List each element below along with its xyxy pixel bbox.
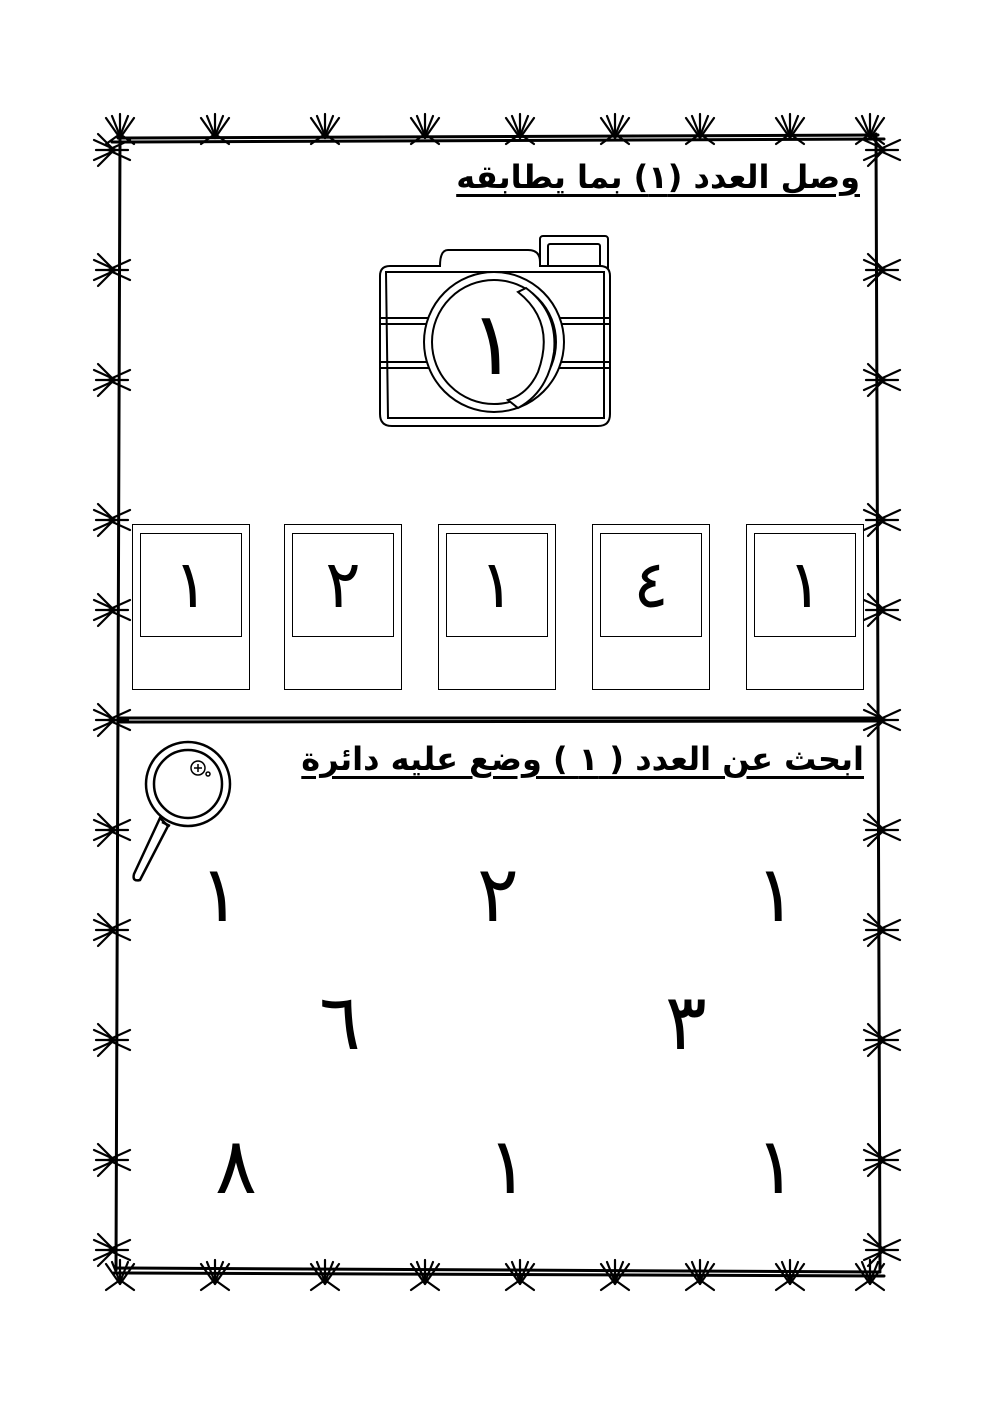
border-tick <box>94 504 130 536</box>
search-number: ١ <box>199 850 241 940</box>
border-tick <box>94 704 130 736</box>
search-number: ١ <box>755 850 797 940</box>
border-tick <box>864 364 900 396</box>
card-number: ١ <box>173 546 209 623</box>
number-card <box>438 524 556 690</box>
search-number: ٨ <box>215 1122 257 1212</box>
border-tick <box>94 814 130 846</box>
border-tick <box>94 254 130 286</box>
card-number: ٤ <box>633 546 669 623</box>
search-number: ١ <box>487 1122 529 1212</box>
border-tick <box>94 364 130 396</box>
number-card <box>592 524 710 690</box>
border-tick <box>106 1260 134 1290</box>
border-tick <box>201 114 229 144</box>
section-1-title: وصل العدد (١) بما يطابقه <box>456 158 860 196</box>
border-tick <box>864 254 900 286</box>
border-tick <box>864 914 900 946</box>
search-number: ١ <box>755 1122 797 1212</box>
card-number: ١ <box>787 546 823 623</box>
number-card <box>284 524 402 690</box>
border-tick <box>864 594 900 626</box>
section-2-title: ابحث عن العدد ( ١ ) وضع عليه دائرة <box>301 740 864 778</box>
border-tick <box>864 814 900 846</box>
border-tick <box>201 1260 229 1290</box>
number-card <box>132 524 250 690</box>
card-number: ٢ <box>325 546 361 623</box>
number-card <box>746 524 864 690</box>
camera-number: ١ <box>469 292 517 395</box>
border-tick <box>94 1024 130 1056</box>
border-tick <box>94 914 130 946</box>
border-tick <box>311 114 339 144</box>
border-tick <box>864 704 900 736</box>
border-tick <box>864 504 900 536</box>
border-tick <box>94 594 130 626</box>
search-number: ٢ <box>477 850 519 940</box>
search-number: ٣ <box>665 978 707 1068</box>
border-tick <box>864 1144 900 1176</box>
border-tick <box>94 1144 130 1176</box>
card-number: ١ <box>479 546 515 623</box>
border-tick <box>864 1024 900 1056</box>
search-number: ٦ <box>319 978 361 1068</box>
